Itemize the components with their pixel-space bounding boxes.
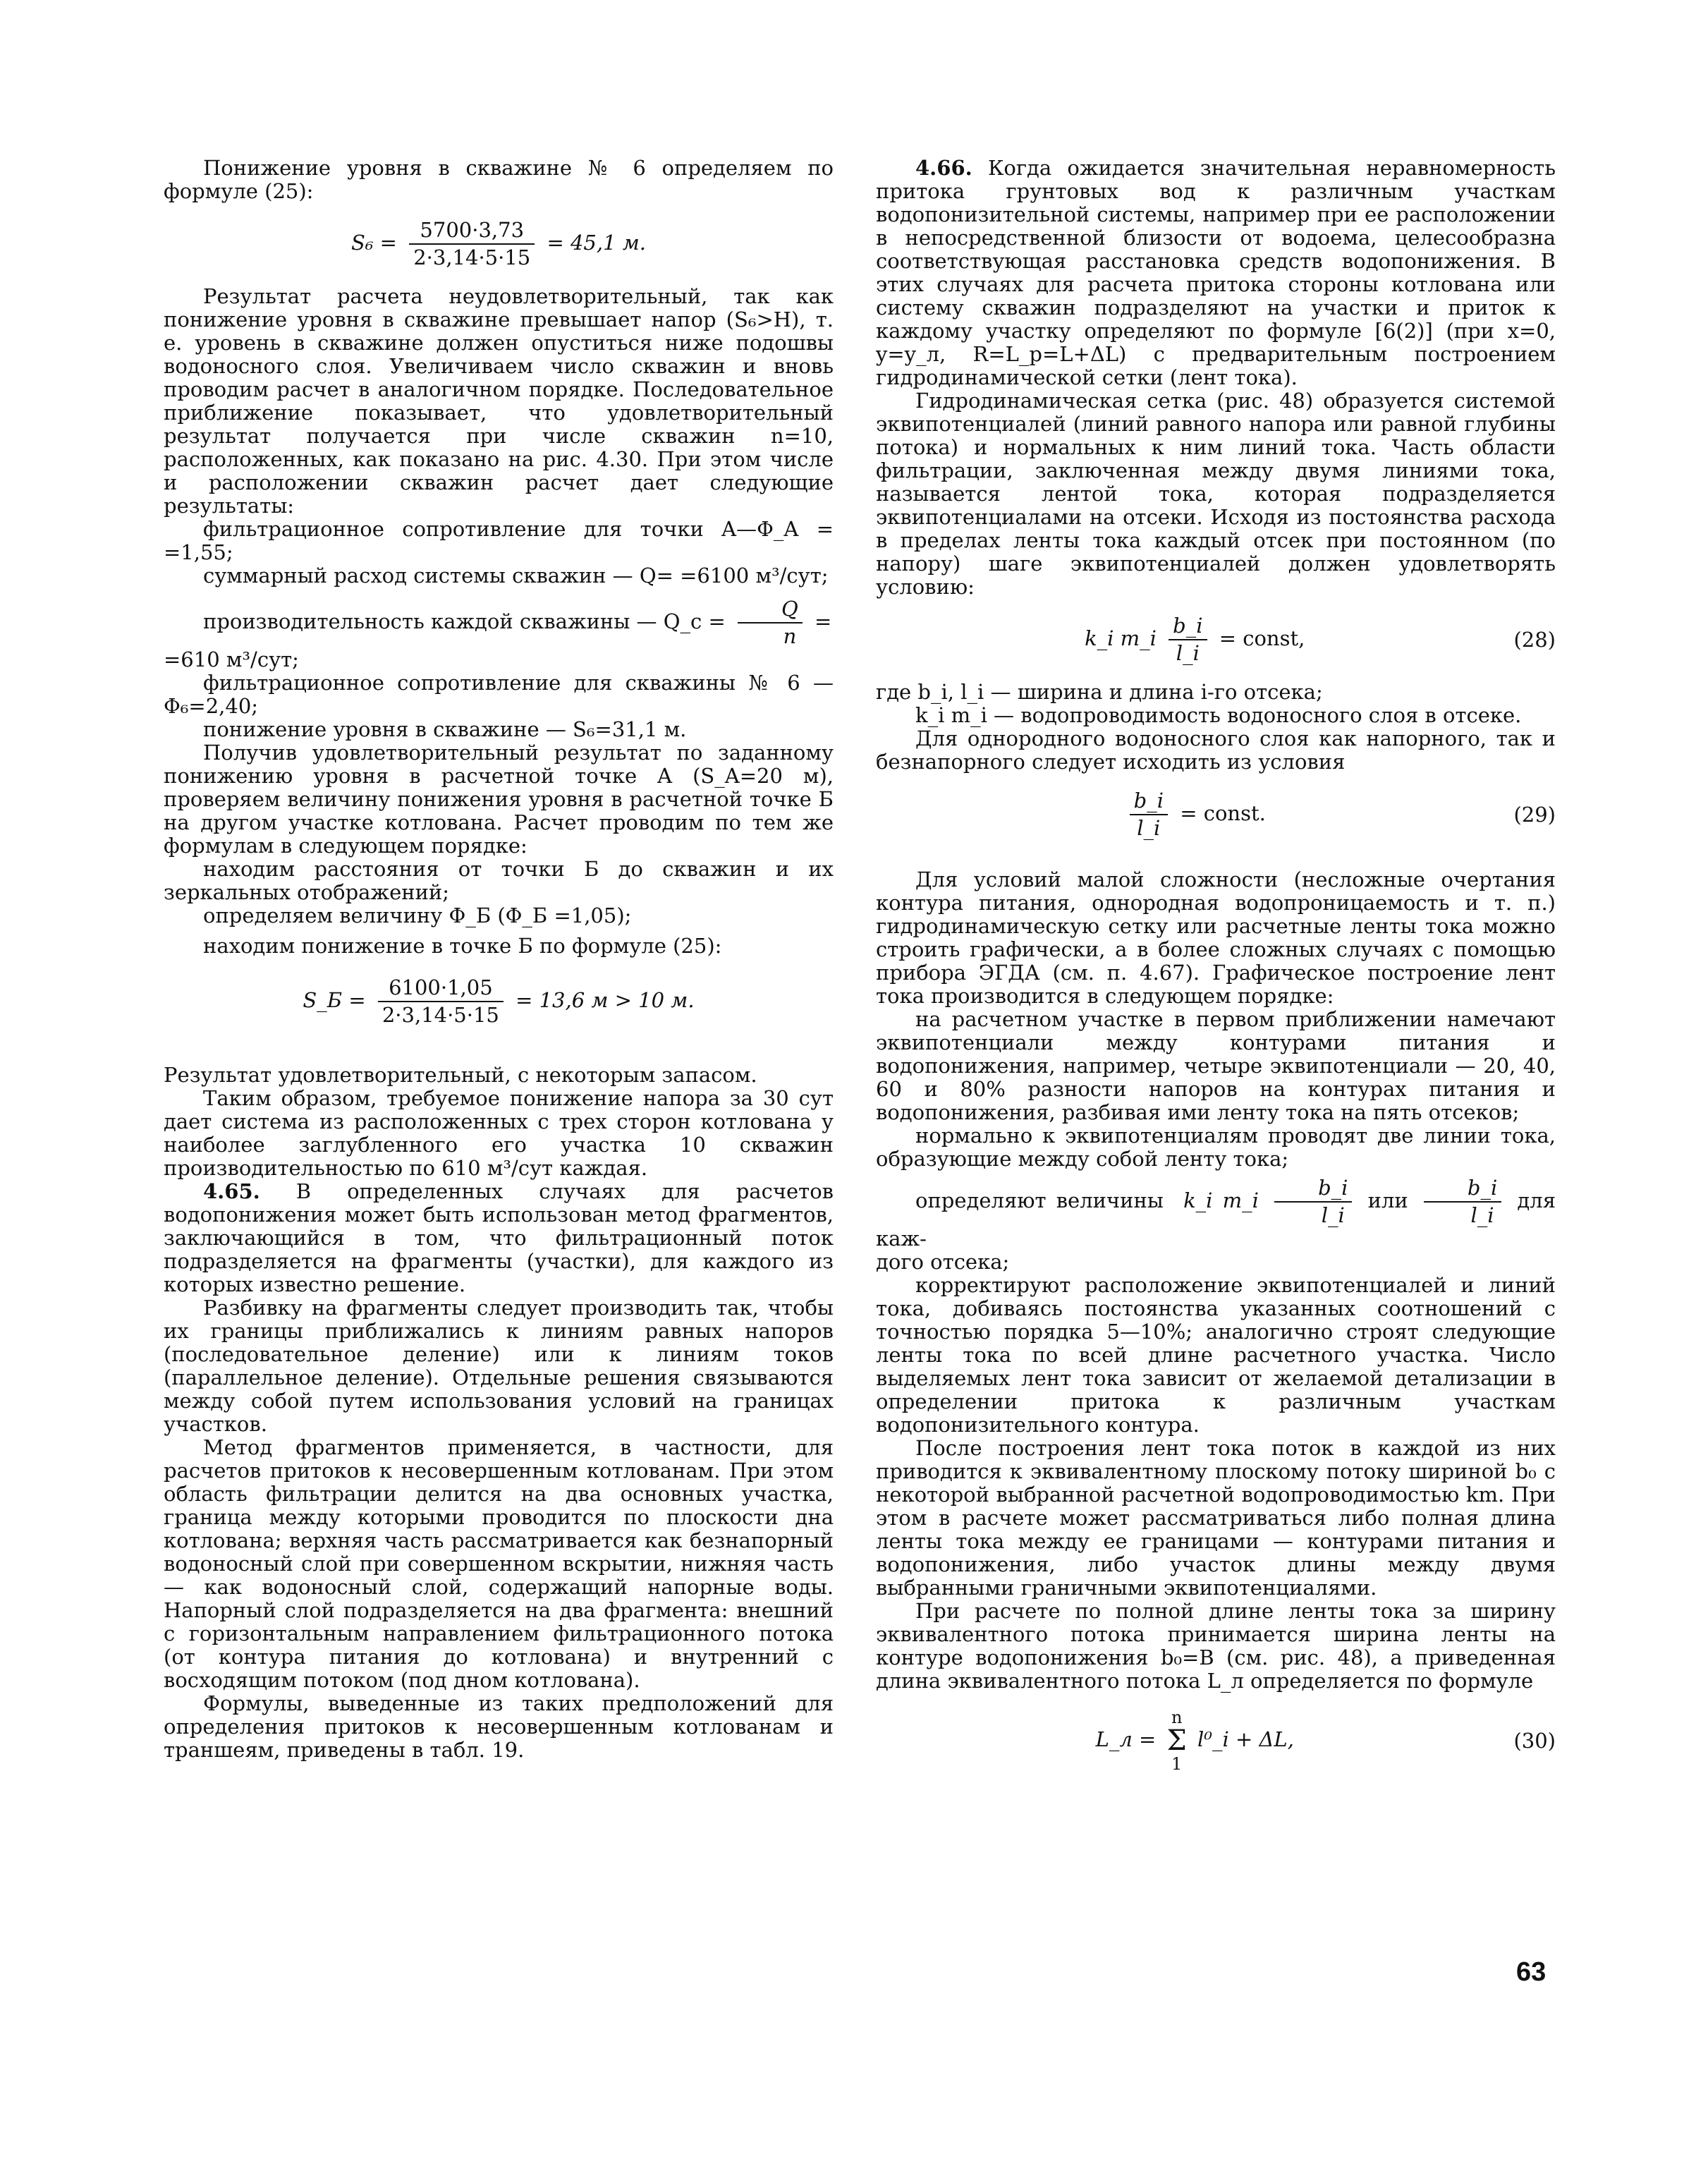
list-item: находим расстояния от точки Б до скважин и их зеркальных отображений; (164, 857, 834, 904)
fraction (1169, 614, 1207, 665)
fraction-denominator: l_i (1321, 1203, 1345, 1227)
paragraph: Формулы, выведенные из таких предположений для определения притоков к несовершенным котлованам и траншеям, приведены в табл. 19. (164, 1691, 834, 1762)
paragraph: Понижение уровня в скважине № 6 определяем по формуле (25): (164, 156, 834, 203)
formula-sb (164, 976, 834, 1027)
list-item-text: для каж- (876, 1188, 1556, 1251)
paragraph: Результат расчета неудовлетворительный, так как понижение уровня в скважине превышает напор (S₆>H), т. е. уровень в скважине должен опуститься ниже подошвы водоносного слоя. Увеличиваем число скважин и вновь проводим расчет в аналогичном порядке. Последовательное приближение показывает, что удовлетворительный результат получается при числе скважин n=10, расположенных, как показано на рис. 4.30. При этом числе и расположении скважин расчет дает следующие результаты: (164, 284, 834, 518)
paragraph: При расчете по полной длине ленты тока за ширину эквивалентного потока принимается ширина ленты на контуре водопонижения b₀=B (см. рис. 48), а приведенная длина эквивалентного потока L_л определяется по формуле (876, 1599, 1556, 1693)
equation-number: (29) (1513, 802, 1556, 827)
formula-body (876, 1708, 1513, 1773)
formula-30 (876, 1708, 1556, 1773)
formula-rhs: = 45,1 м. (547, 231, 647, 255)
paragraph: Для однородного водоносного слоя как напорного, так и безнапорного следует исходить из условия (876, 726, 1556, 774)
list-item-continuation: =610 м³/сут; (164, 647, 299, 671)
fraction-numerator: 6100·1,05 (378, 976, 504, 1002)
formula-rhs: l⁰_i + ΔL, (1197, 1727, 1294, 1751)
fraction (738, 597, 803, 648)
formula-lhs: L_л = (1095, 1727, 1157, 1751)
fraction-numerator: b_i (1424, 1176, 1501, 1203)
equation-number: (28) (1513, 627, 1556, 652)
fraction-numerator: b_i (1169, 614, 1207, 640)
section-paragraph (876, 157, 1556, 389)
list-item: понижение уровня в скважине — S₆=31,1 м. (203, 717, 687, 741)
list-item: на расчетном участке в первом приближении намечают эквипотенциали между контурами питания и водопонижения, например, четыре эквипотенциали — 20, 40, 60 и 80% разности напоров на контурах питания и водопонижения, разбивая ими ленту тока на пять отсеков; (876, 1007, 1556, 1124)
list-item: определяем величину Φ_Б (Φ_Б =1,05); (203, 903, 632, 927)
list-item (164, 597, 834, 648)
fraction (378, 976, 504, 1027)
formula-rhs: = const. (1180, 801, 1266, 825)
fraction (1424, 1176, 1501, 1227)
list-item: находим понижение в точке Б по формуле (25): (203, 934, 722, 958)
section-number: 4.65. (203, 1179, 260, 1203)
list-item-rhs: = (815, 609, 832, 633)
formula-lhs: S₆ = (350, 231, 397, 255)
right-column (876, 157, 1556, 1789)
fraction-denominator: l_i (1176, 641, 1200, 665)
conjunction: или (1367, 1188, 1408, 1212)
formula-rhs: = const, (1219, 626, 1305, 650)
left-column (164, 157, 834, 1762)
formula-28 (876, 614, 1556, 665)
list-item: корректируют расположение эквипотенциалей и линий тока, добиваясь постоянства указанных соотношений с точностью порядка 5—10%; аналогично строят следующие ленты тока по всей длине расчетного участка. Число выделяемых лент тока зависит от желаемой детализации в определении притока к различным участкам водопонизительного контура. (876, 1273, 1556, 1437)
formula-body (876, 614, 1513, 665)
list-item: фильтрационное сопротивление для скважины № 6 — Φ₆=2,40; (164, 671, 834, 718)
expression: k_i m_i (1183, 1188, 1259, 1212)
fraction-numerator: 5700·3,73 (409, 219, 535, 245)
fraction-denominator: n (783, 624, 797, 648)
paragraph: Для условий малой сложности (несложные очертания контура питания, однородная водопроницаемость и т. п.) гидродинамическую сетку или расчетные ленты тока можно строить графически, а в более сложных случаях с помощью прибора ЭГДА (см. п. 4.67). Графическое построение лент тока производится в следующем порядке: (876, 868, 1556, 1008)
section-text: В определенных случаях для расчетов водопонижения может быть использован метод фрагментов, заключающийся в том, что фильтрационный поток подразделяется на фрагменты (участки), для каждого из которых известно решение. (164, 1179, 834, 1296)
fraction-denominator: l_i (1137, 816, 1161, 840)
section-paragraph (164, 1180, 834, 1296)
sigma-symbol: Σ (1166, 1724, 1187, 1757)
paragraph: Разбивку на фрагменты следует производить так, чтобы их границы приближались к линиям равных напоров (последовательное деление) или к линиям токов (параллельное деление). Отдельные решения связываются между собой путем использования условий на границах участков. (164, 1296, 834, 1436)
list-item-continuation: дого отсека; (876, 1250, 1010, 1274)
page-number: 63 (1516, 1957, 1547, 1987)
section-number: 4.66. (915, 156, 972, 180)
fraction (1274, 1176, 1352, 1227)
formula-rhs: = 13,6 м > 10 м. (516, 988, 695, 1012)
formula-s6 (164, 219, 834, 269)
sum-upper: n (1171, 1708, 1183, 1727)
equation-number: (30) (1513, 1728, 1556, 1753)
formula-body (876, 789, 1513, 840)
list-item: суммарный расход системы скважин — Q= =6100 м³/сут; (203, 564, 829, 588)
section-text: Когда ожидается значительная неравномерность притока грунтовых вод к различным участкам водопонизительной системы, например при ее расположении в непосредственной близости от водоема, целесообразна соответствующая расстановка средств водопонижения. В этих случаях для расчета притока стороны котлована или систему скважин подразделяют на участки и приток к каждому участку определяют по формуле [6(2)] (при x=0, y=y_л, R=L_р=L+ΔL) с предварительным построением гидродинамической сетки (лент тока). (876, 156, 1556, 389)
list-item (876, 1176, 1556, 1251)
fraction (409, 219, 535, 269)
fraction-numerator: b_i (1274, 1176, 1352, 1203)
paragraph: Получив удовлетворительный результат по заданному понижению уровня в расчетной точке A (S_A=20 м), проверяем величину понижения уровня в расчетной точке Б на другом участке котлована. Расчет проводим по тем же формулам в следующем порядке: (164, 741, 834, 858)
list-item: фильтрационное сопротивление для точки A—Φ_A = =1,55; (164, 517, 834, 564)
definition: k_i m_i — водопроводимость водоносного слоя в отсеке. (915, 703, 1522, 727)
paragraph: После построения лент тока поток в каждой из них приводится к эквивалентному плоскому потоку шириной b₀ с некоторой выбранной расчетной водопроводимостью km. При этом в расчете может рассматриваться либо полная длина ленты тока между ее границами — контурами питания и водопонижения, либо участок длины между двумя выбранными граничными эквипотенциалями. (876, 1436, 1556, 1600)
fraction-denominator: 2·3,14·5·15 (382, 1003, 499, 1027)
formula-lhs: S_Б = (303, 988, 366, 1012)
fraction-denominator: l_i (1470, 1203, 1494, 1227)
list-item-text: определяют величины (915, 1188, 1164, 1212)
list-item: нормально к эквипотенциалям проводят две линии тока, образующие между собой ленту тока; (876, 1124, 1556, 1171)
paragraph: Таким образом, требуемое понижение напора за 30 сут дает система из расположенных с трех сторон котлована у наиболее заглубленного его участка 10 скважин производительностью по 610 м³/сут каждая. (164, 1086, 834, 1180)
paragraph: Результат удовлетворительный, с некоторым запасом. (164, 1063, 757, 1087)
formula-lhs: k_i m_i (1085, 626, 1157, 650)
list-item-text: производительность каждой скважины — Q_c = (203, 609, 726, 633)
formula-29 (876, 789, 1556, 840)
fraction-numerator: Q (738, 597, 803, 623)
fraction-denominator: 2·3,14·5·15 (413, 245, 531, 269)
paragraph: Метод фрагментов применяется, в частности, для расчетов притоков к несовершенным котлованам. При этом область фильтрации делится на два основных участка, граница между которыми проводится по плоскости дна котлована; верхняя часть рассматривается как безнапорный водоносный слой при совершенном вскрытии, нижняя часть — как водоносный слой, содержащий напорные воды. Напорный слой подразделяется на два фрагмента: внешний с горизонтальным направлением фильтрационного потока (от контура питания до котлована) и внутренний с восходящим потоком (под дном котлована). (164, 1435, 834, 1692)
sum-lower: 1 (1171, 1754, 1183, 1774)
definition: где b_i, l_i — ширина и длина i-го отсека; (876, 680, 1323, 704)
sum-operator (1167, 1708, 1187, 1773)
paragraph: Гидродинамическая сетка (рис. 48) образуется системой эквипотенциалей (линий равного напора или равной глубины потока) и нормальных к ним линий тока. Часть области фильтрации, заключенная между двумя линиями тока, называется лентой тока, которая подразделяется эквипотенциалами на отсеки. Исходя из постоянства расхода в пределах ленты тока каждый отсек при постоянном (по напору) шаге эквипотенциалей должен удовлетворять условию: (876, 389, 1556, 599)
fraction (1130, 789, 1168, 840)
fraction-numerator: b_i (1130, 789, 1168, 815)
